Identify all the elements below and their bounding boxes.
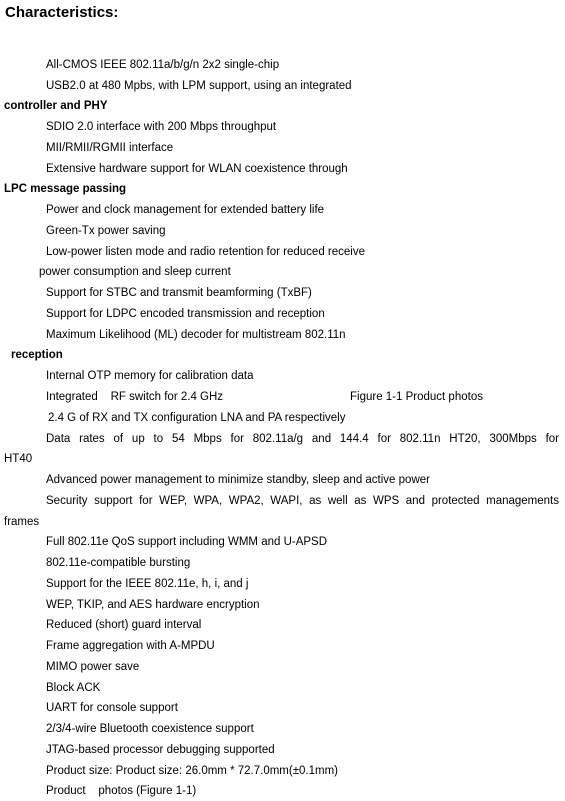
spec-line: All-CMOS IEEE 802.11a/b/g/n 2x2 single-chip (46, 59, 280, 71)
spec-line-continuation: controller and PHY (4, 100, 108, 112)
spec-line: Data rates of up to 54 Mbps for 802.11a/g and 144.4 for 802.11n HT20, 300Mbps for (46, 433, 559, 445)
spec-line: Support for LDPC encoded transmission and reception (46, 308, 325, 320)
spec-line: Green-Tx power saving (46, 225, 166, 237)
spec-line-continuation: HT40 (4, 453, 33, 465)
spec-line: USB2.0 at 480 Mpbs, with LPM support, using an integrated (46, 80, 352, 92)
spec-line: Frame aggregation with A-MPDU (46, 640, 215, 652)
spec-line (0, 390, 565, 404)
spec-line: Product size: Product size: 26.0mm * 72.7.0mm(±0.1mm) (46, 765, 338, 777)
spec-line: 2.4 G of RX and TX configuration LNA and PA respectively (48, 412, 346, 424)
spec-line: Full 802.11e QoS support including WMM and U-APSD (46, 536, 328, 548)
spec-line: Product photos (Figure 1-1) (46, 785, 197, 797)
spec-line-text: Integrated RF switch for 2.4 GHz (46, 391, 224, 403)
spec-line: 802.11e-compatible bursting (46, 557, 191, 569)
page-heading: Characteristics: (5, 4, 119, 21)
spec-line-continuation: frames (4, 516, 40, 528)
spec-line: SDIO 2.0 interface with 200 Mbps throughput (46, 121, 277, 133)
spec-line: JTAG-based processor debugging supported (46, 744, 275, 756)
spec-line: Internal OTP memory for calibration data (46, 370, 254, 382)
spec-line: Block ACK (46, 682, 101, 694)
spec-line: Support for STBC and transmit beamforming (TxBF) (46, 287, 312, 299)
spec-line: 2/3/4-wire Bluetooth coexistence support (46, 723, 254, 735)
spec-line: Low-power listen mode and radio retention for reduced receive (46, 246, 365, 258)
figure-caption: Figure 1-1 Product photos (350, 391, 483, 403)
spec-line-continuation: power consumption and sleep current (39, 266, 231, 278)
spec-line-continuation: LPC message passing (4, 183, 127, 195)
spec-line: Security support for WEP, WPA, WPA2, WAPI, as well as WPS and protected managements (46, 495, 559, 507)
spec-line-continuation: reception (11, 349, 63, 361)
spec-line: WEP, TKIP, and AES hardware encryption (46, 599, 260, 611)
spec-line: MII/RMII/RGMII interface (46, 142, 174, 154)
spec-line: Advanced power management to minimize standby, sleep and active power (46, 474, 430, 486)
spec-line: Maximum Likelihood (ML) decoder for multistream 802.11n (46, 329, 346, 341)
spec-line: UART for console support (46, 702, 178, 714)
spec-line: Power and clock management for extended battery life (46, 204, 325, 216)
spec-line: Extensive hardware support for WLAN coexistence through (46, 163, 348, 175)
spec-line: Reduced (short) guard interval (46, 619, 202, 631)
spec-line: MIMO power save (46, 661, 140, 673)
spec-line: Support for the IEEE 802.11e, h, i, and j (46, 578, 249, 590)
